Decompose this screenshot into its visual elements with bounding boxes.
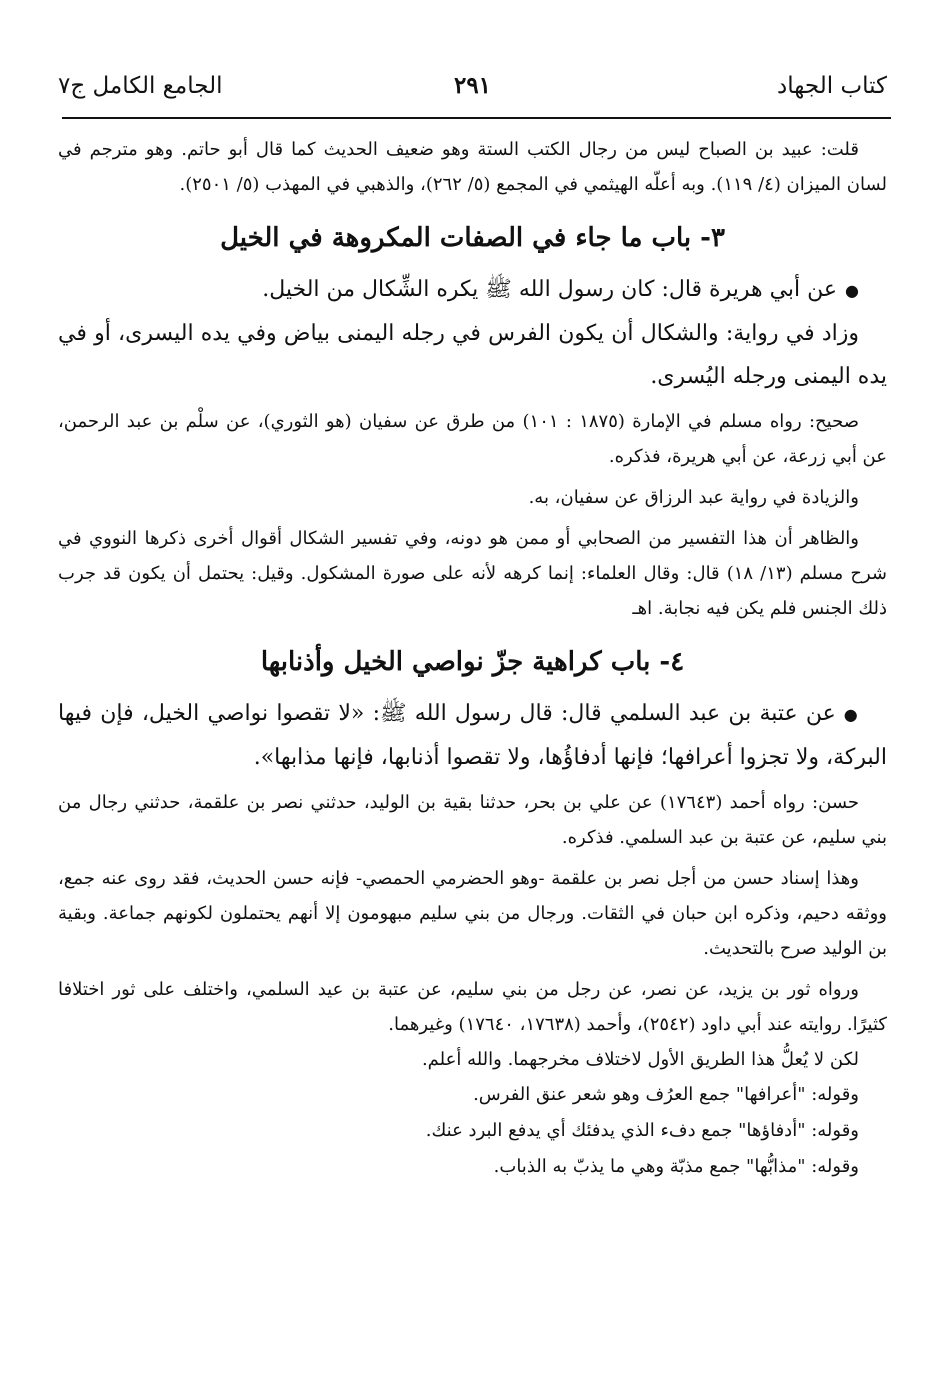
chapter-title: كتاب الجهاد: [777, 73, 887, 99]
note-paragraph: وهذا إسناد حسن من أجل نصر بن علقمة -وهو الحضرمي الحمصي- فإنه حسن الحديث، فقد روى عنه جمع، ووثقه دحيم، وذكره ابن حبان في الثقات. ورجال من بني سليم مبهومون إلا أنهم يحتملون لكونهم جماعة. وبقية بن الوليد صرح بالتحديث.: [58, 868, 887, 959]
note-paragraph: والظاهر أن هذا التفسير من الصحابي أو ممن هو دونه، وفي تفسير الشكال أقوال أخرى ذكرها النووي في شرح مسلم (١٣/ ١٨) قال: وقال العلماء: إنما كرهه لأنه على صورة المشكول. وقيل: يحتمل أن يكون قد جرب ذلك الجنس فلم يكن فيه نجابة. اهـ: [58, 528, 887, 619]
hadith-text: ● عن أبي هريرة قال: كان رسول الله ﷺ يكره الشِّكال من الخيل.: [58, 268, 887, 312]
gloss-line: وقوله: "مذابُّها" جمع مذبّة وهي ما يذبّ به الذباب.: [493, 1156, 859, 1177]
takhrij-paragraph: حسن: رواه أحمد (١٧٦٤٣) عن علي بن بحر، حدثنا بقية بن الوليد، حدثني نصر بن علقمة، حدثني رجال من بني سليم، عن عتبة بن عبد السلمي. فذكره.: [58, 792, 887, 848]
note-paragraph: والزيادة في رواية عبد الرزاق عن سفيان، به.: [528, 487, 859, 508]
hadith-addition: وزاد في رواية: والشكال أن يكون الفرس في رجله اليمنى بياض وفي يده اليسرى، أو في يده اليمنى ورجله اليُسرى.: [58, 321, 887, 389]
page-body: [58, 132, 887, 1185]
header-rule: [62, 117, 891, 119]
section-heading: ٣- باب ما جاء في الصفات المكروهة في الخيل: [220, 223, 725, 253]
note-paragraph: لكن لا يُعلُّ هذا الطريق الأول لاختلاف مخرجهما. والله أعلم.: [421, 1049, 859, 1070]
section-heading: ٤- باب كراهية جزّ نواصي الخيل وأذنابها: [260, 647, 685, 677]
book-title: الجامع الكامل ج٧: [58, 73, 223, 99]
hadith-text: ● عن عتبة بن عبد السلمي قال: قال رسول الله ﷺ: «لا تقصوا نواصي الخيل، فإن فيها البركة، ولا تجزوا أعرافها؛ فإنها أدفاؤُها، ولا تقصوا أذنابها، فإنها مذابها».: [58, 692, 887, 779]
page-number: ٢٩١: [453, 72, 492, 99]
gloss-line: وقوله: "أعرافها" جمع العرُف وهو شعر عنق الفرس.: [473, 1084, 859, 1105]
note-paragraph: قلت: عبيد بن الصباح ليس من رجال الكتب الستة وهو ضعيف الحديث كما قال أبو حاتم. وهو مترجم في لسان الميزان (٤/ ١١٩). وبه أعلّه الهيثمي في المجمع (٥/ ٢٦٢)، والذهبي في المهذب (٥/ ٢٥٠١).: [58, 139, 887, 195]
note-paragraph: ورواه ثور بن يزيد، عن نصر، عن رجل من بني سليم، عن عتبة بن عيد السلمي، واختلف على ثور اختلافا كثيرًا. روايته عند أبي داود (٢٥٤٢)، وأحمد (١٧٦٣٨، ١٧٦٤٠) وغيرهما.: [58, 979, 887, 1035]
takhrij-paragraph: صحيح: رواه مسلم في الإمارة (١٨٧٥ : ١٠١) من طرق عن سفيان (هو الثوري)، عن سلْم بن عبد الرحمن، عن أبي زرعة، عن أبي هريرة، فذكره.: [58, 411, 887, 467]
page-header: [58, 68, 887, 108]
gloss-line: وقوله: "أدفاؤها" جمع دفء الذي يدفئك أي يدفع البرد عنك.: [425, 1120, 859, 1141]
